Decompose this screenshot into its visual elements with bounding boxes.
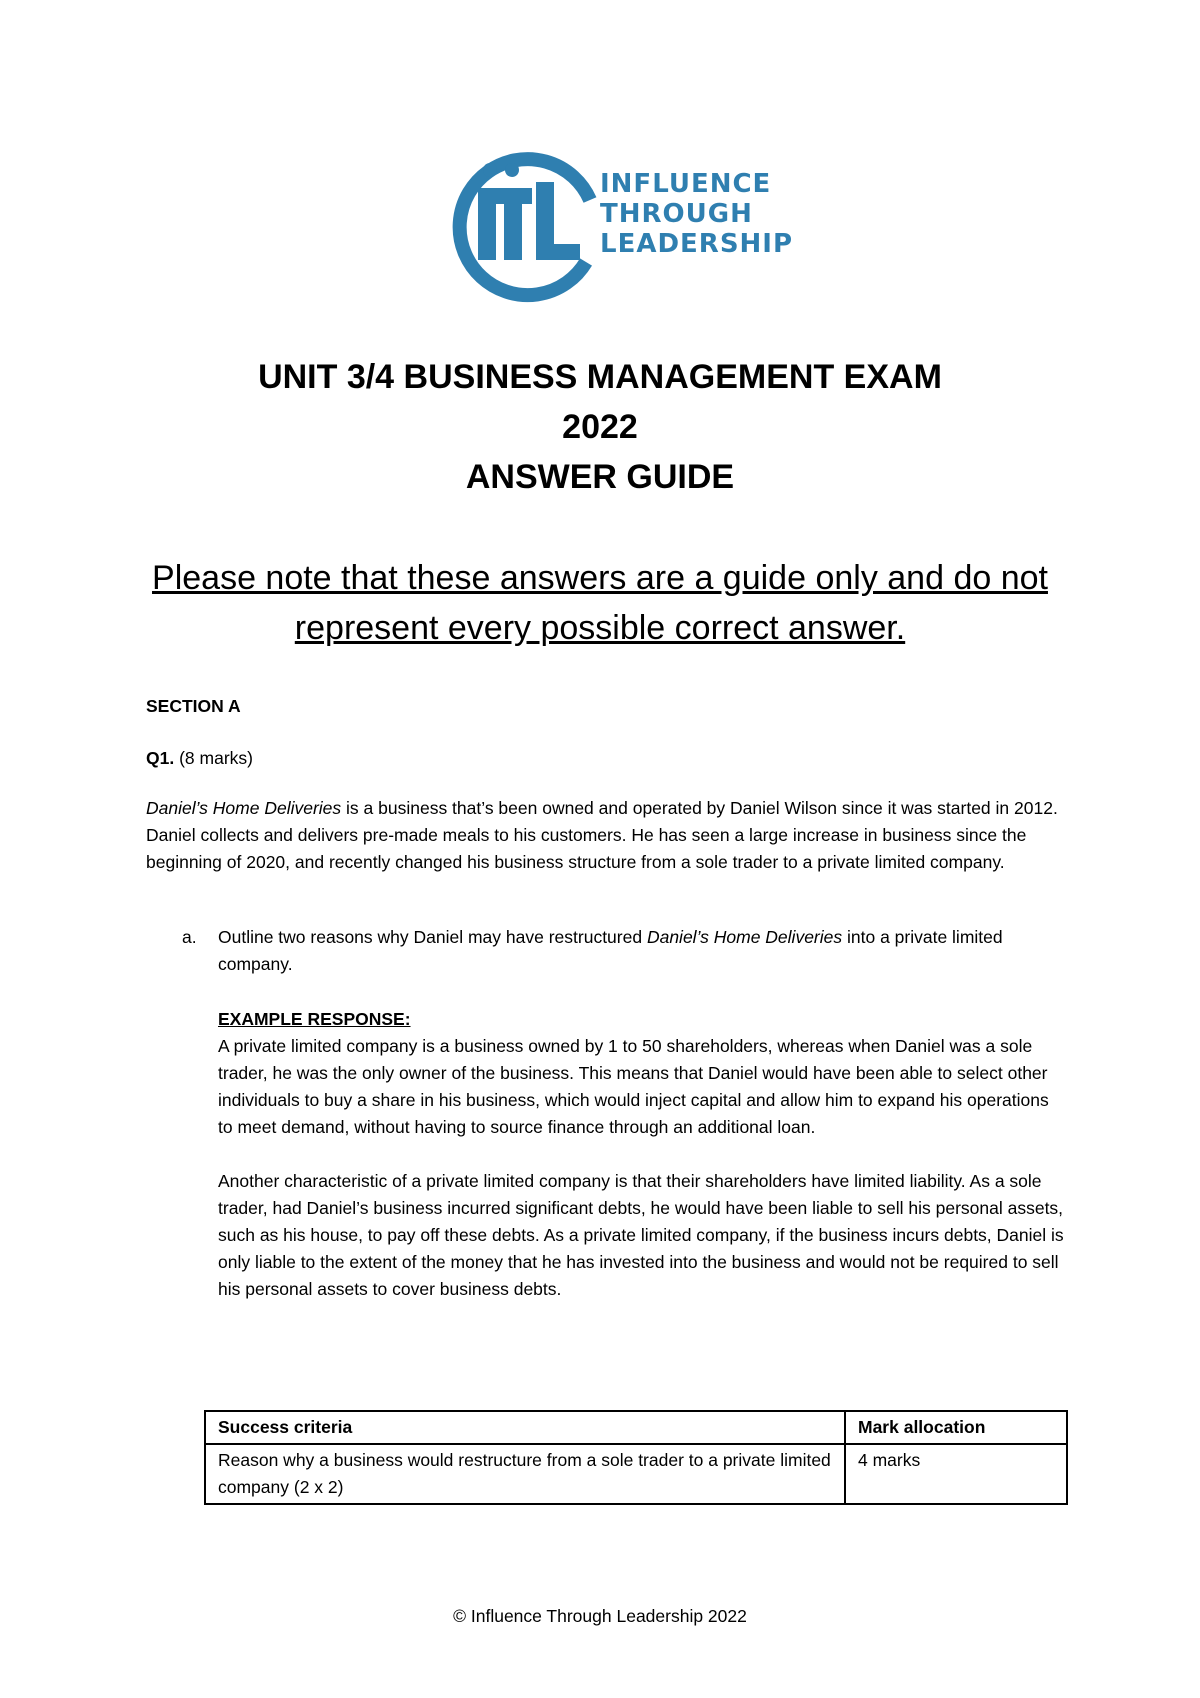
table-header-row — [205, 1411, 1067, 1444]
table-row — [205, 1444, 1067, 1504]
table-cell-marks: 4 marks — [845, 1444, 1067, 1504]
title-line-3: ANSWER GUIDE — [465, 458, 735, 496]
question-label — [146, 748, 253, 769]
part-a-text-before: Outline two reasons why Daniel may have restructured — [218, 927, 647, 947]
section-heading: SECTION A — [146, 696, 241, 716]
itl-monogram-icon — [448, 144, 794, 306]
example-response — [218, 1006, 1068, 1303]
page-footer: © Influence Through Leadership 2022 — [453, 1606, 747, 1626]
response-heading: EXAMPLE RESPONSE: — [218, 1009, 411, 1029]
part-letter: a. — [182, 927, 197, 947]
part-a-text — [218, 924, 1058, 978]
table-header-criteria: Success criteria — [205, 1411, 845, 1444]
question-intro — [146, 795, 1066, 876]
intro-text: is a business that’s been owned and operated by Daniel Wilson since it was started in 2012. Daniel collects and delivers pre-made meals to his customers. He has seen a large increase in business since the beginning of 2020, and recently changed his business structure from a sole trader to a private limited company. — [146, 798, 1058, 872]
title-line-2: 2022 — [562, 408, 638, 446]
table-header-marks: Mark allocation — [845, 1411, 1067, 1444]
guide-note: Please note that these answers are a guide only and do not represent every possible correct answer. — [152, 559, 1048, 647]
success-criteria-table — [204, 1410, 1068, 1505]
question-number: Q1. — [146, 748, 175, 768]
logo-word-1: INFLUENCE — [600, 169, 772, 199]
table-cell-criteria: Reason why a business would restructure from a sole trader to a private limited company (2 x 2) — [205, 1444, 845, 1504]
title-line-1: UNIT 3/4 BUSINESS MANAGEMENT EXAM — [258, 358, 942, 396]
response-paragraph-2: Another characteristic of a private limited company is that their shareholders have limited liability. As a sole trader, had Daniel’s business incurred significant debts, he would have been liable to sell his personal assets, such as his house, to pay off these debts. As a private limited company, if the business incurs debts, Daniel is only liable to the extent of the money that he has invested into the business and would not be required to sell his personal assets to cover business debts. — [218, 1171, 1064, 1299]
response-paragraph-1: A private limited company is a business owned by 1 to 50 shareholders, whereas when Daniel was a sole trader, he was the only owner of the business. This means that Daniel would have been able to select other individuals to buy a share in his business, which would inject capital and allow him to expand his operations to meet demand, without having to source finance through an additional loan. — [218, 1036, 1049, 1137]
itl-logo — [448, 144, 794, 306]
exam-title — [0, 352, 1200, 502]
question-marks: (8 marks) — [179, 748, 253, 768]
business-name: Daniel’s Home Deliveries — [146, 798, 342, 818]
part-a-text-after: into a private limited company. — [218, 927, 1003, 974]
logo-word-3: LEADERSHIP — [600, 229, 794, 259]
logo-word-2: THROUGH — [600, 199, 753, 229]
part-a-business-name: Daniel’s Home Deliveries — [646, 927, 843, 947]
